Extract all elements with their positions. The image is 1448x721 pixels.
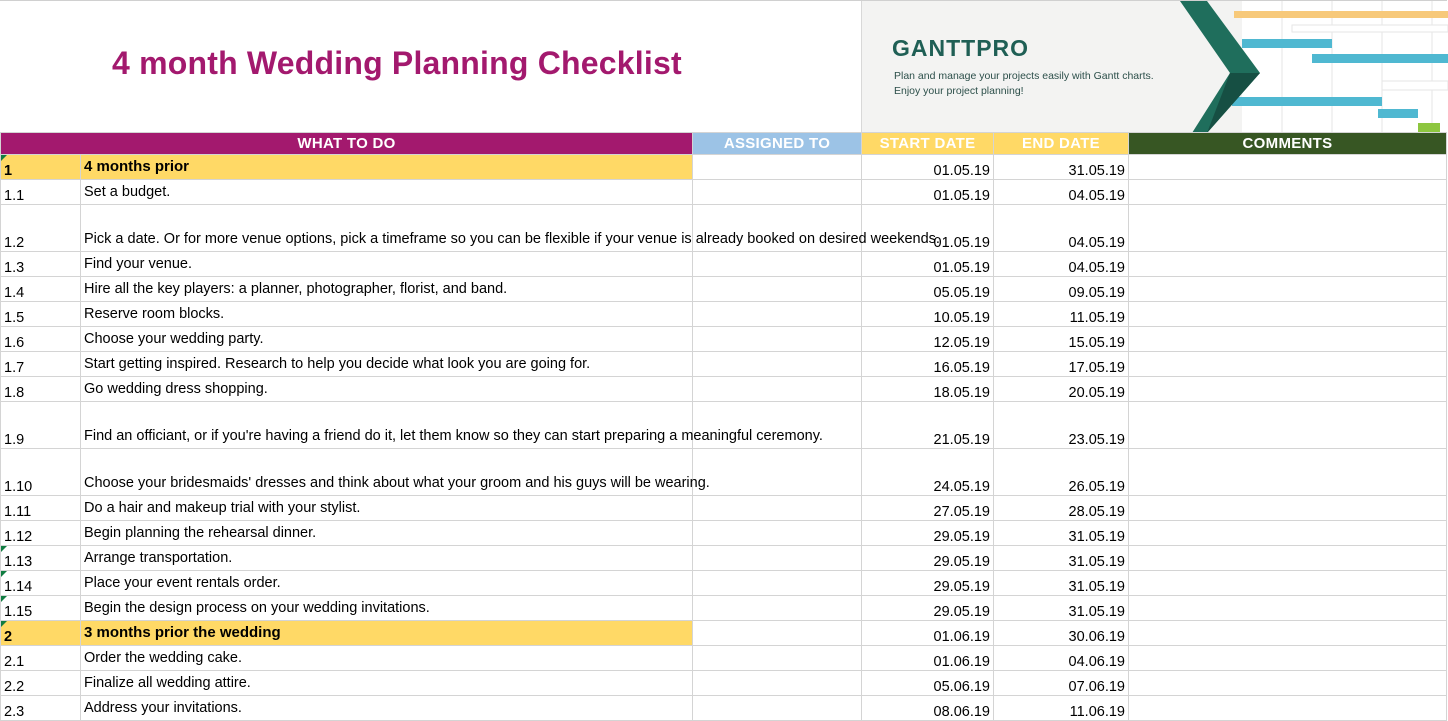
comments-cell[interactable] (1129, 646, 1447, 671)
task-number-cell[interactable]: 1.14 (1, 571, 81, 596)
assigned-to-cell[interactable] (693, 277, 862, 302)
task-description-cell[interactable]: Hire all the key players: a planner, photographer, florist, and band. (81, 277, 693, 302)
task-row (1, 496, 1447, 521)
comments-cell[interactable] (1129, 621, 1447, 646)
end-date-cell[interactable]: 31.05.19 (994, 596, 1129, 621)
task-row (1, 546, 1447, 571)
assigned-to-cell[interactable] (693, 327, 862, 352)
end-date-cell[interactable]: 11.06.19 (994, 696, 1129, 721)
end-date-cell[interactable]: 15.05.19 (994, 327, 1129, 352)
assigned-to-cell[interactable] (693, 521, 862, 546)
task-number-cell[interactable]: 1.9 (1, 402, 81, 449)
start-date-cell[interactable]: 21.05.19 (862, 402, 994, 449)
comments-cell[interactable] (1129, 277, 1447, 302)
task-number-cell[interactable]: 1.7 (1, 352, 81, 377)
assigned-to-cell[interactable] (693, 180, 862, 205)
task-description-cell[interactable]: Find an officiant, or if you're having a friend do it, let them know so they can start preparing a meaningful ceremony. (81, 402, 693, 449)
task-number-cell[interactable]: 1 (1, 155, 81, 180)
end-date-cell[interactable]: 31.05.19 (994, 546, 1129, 571)
comments-cell[interactable] (1129, 571, 1447, 596)
task-number-cell[interactable]: 1.8 (1, 377, 81, 402)
task-row (1, 352, 1447, 377)
task-row (1, 571, 1447, 596)
comments-cell[interactable] (1129, 546, 1447, 571)
task-number-cell[interactable]: 2 (1, 621, 81, 646)
start-date-cell[interactable]: 27.05.19 (862, 496, 994, 521)
task-row (1, 327, 1447, 352)
section-row (1, 621, 1447, 646)
start-date-cell[interactable]: 18.05.19 (862, 377, 994, 402)
column-header-row (1, 133, 1447, 155)
task-row (1, 302, 1447, 327)
column-header-start-date[interactable]: START DATE (862, 133, 994, 155)
start-date-cell[interactable]: 01.06.19 (862, 646, 994, 671)
task-row (1, 596, 1447, 621)
comments-cell[interactable] (1129, 449, 1447, 496)
task-row (1, 646, 1447, 671)
comments-cell[interactable] (1129, 402, 1447, 449)
comments-cell[interactable] (1129, 155, 1447, 180)
comments-cell[interactable] (1129, 180, 1447, 205)
end-date-cell[interactable]: 30.06.19 (994, 621, 1129, 646)
task-description-cell[interactable]: 4 months prior (81, 155, 693, 180)
banner-tagline (894, 69, 1154, 99)
start-date-cell[interactable]: 29.05.19 (862, 521, 994, 546)
assigned-to-cell[interactable] (693, 377, 862, 402)
comments-cell[interactable] (1129, 377, 1447, 402)
start-date-cell[interactable]: 29.05.19 (862, 546, 994, 571)
task-row (1, 180, 1447, 205)
column-header-assigned-to[interactable]: ASSIGNED TO (693, 133, 862, 155)
task-number-cell[interactable]: 1.5 (1, 302, 81, 327)
assigned-to-cell[interactable] (693, 302, 862, 327)
task-number-cell[interactable]: 1.6 (1, 327, 81, 352)
task-number-cell[interactable]: 1.4 (1, 277, 81, 302)
task-number-cell[interactable]: 1.2 (1, 205, 81, 252)
start-date-cell[interactable]: 05.06.19 (862, 671, 994, 696)
end-date-cell[interactable]: 04.06.19 (994, 646, 1129, 671)
assigned-to-cell[interactable] (693, 155, 862, 180)
task-row (1, 205, 1447, 252)
task-description-cell[interactable]: Go wedding dress shopping. (81, 377, 693, 402)
comments-cell[interactable] (1129, 327, 1447, 352)
start-date-cell[interactable]: 01.05.19 (862, 155, 994, 180)
task-number-cell[interactable]: 2.3 (1, 696, 81, 721)
assigned-to-cell[interactable] (693, 571, 862, 596)
start-date-cell[interactable]: 12.05.19 (862, 327, 994, 352)
comments-cell[interactable] (1129, 205, 1447, 252)
start-date-cell[interactable]: 01.05.19 (862, 252, 994, 277)
start-date-cell[interactable]: 01.06.19 (862, 621, 994, 646)
assigned-to-cell[interactable] (693, 696, 862, 721)
task-description-cell[interactable]: Order the wedding cake. (81, 646, 693, 671)
task-row (1, 521, 1447, 546)
comments-cell[interactable] (1129, 252, 1447, 277)
task-description-cell[interactable]: Set a budget. (81, 180, 693, 205)
banner-tagline-line1: Plan and manage your projects easily with Gantt charts. (894, 70, 1154, 82)
task-row (1, 402, 1447, 449)
ganttpro-logo: GANTTPRO (892, 35, 1030, 61)
end-date-cell[interactable]: 04.05.19 (994, 180, 1129, 205)
start-date-cell[interactable]: 10.05.19 (862, 302, 994, 327)
assigned-to-cell[interactable] (693, 646, 862, 671)
end-date-cell[interactable]: 04.05.19 (994, 205, 1129, 252)
comments-cell[interactable] (1129, 496, 1447, 521)
comments-cell[interactable] (1129, 521, 1447, 546)
sheet-header (0, 0, 1447, 132)
banner-tagline-line2: Enjoy your project planning! (894, 85, 1024, 97)
comments-cell[interactable] (1129, 671, 1447, 696)
task-row (1, 671, 1447, 696)
task-description-cell[interactable]: Arrange transportation. (81, 546, 693, 571)
end-date-cell[interactable]: 04.05.19 (994, 252, 1129, 277)
end-date-cell[interactable]: 26.05.19 (994, 449, 1129, 496)
task-description-cell[interactable]: Do a hair and makeup trial with your stylist. (81, 496, 693, 521)
end-date-cell[interactable]: 11.05.19 (994, 302, 1129, 327)
task-number-cell[interactable]: 1.15 (1, 596, 81, 621)
start-date-cell[interactable]: 01.05.19 (862, 205, 994, 252)
task-description-cell[interactable]: 3 months prior the wedding (81, 621, 693, 646)
task-description-cell[interactable]: Reserve room blocks. (81, 302, 693, 327)
end-date-cell[interactable]: 31.05.19 (994, 155, 1129, 180)
assigned-to-cell[interactable] (693, 621, 862, 646)
task-description-cell[interactable]: Place your event rentals order. (81, 571, 693, 596)
comments-cell[interactable] (1129, 696, 1447, 721)
start-date-cell[interactable]: 05.05.19 (862, 277, 994, 302)
end-date-cell[interactable]: 09.05.19 (994, 277, 1129, 302)
assigned-to-cell[interactable] (693, 596, 862, 621)
task-number-cell[interactable]: 1.1 (1, 180, 81, 205)
start-date-cell[interactable]: 01.05.19 (862, 180, 994, 205)
column-header-end-date[interactable]: END DATE (994, 133, 1129, 155)
end-date-cell[interactable]: 07.06.19 (994, 671, 1129, 696)
task-description-cell[interactable]: Begin planning the rehearsal dinner. (81, 521, 693, 546)
checklist-rows (1, 155, 1447, 721)
column-header-comments[interactable]: COMMENTS (1129, 133, 1447, 155)
task-number-cell[interactable]: 2.1 (1, 646, 81, 671)
task-number-cell[interactable]: 1.12 (1, 521, 81, 546)
task-description-cell[interactable]: Find your venue. (81, 252, 693, 277)
task-number-cell[interactable]: 1.11 (1, 496, 81, 521)
page-title: 4 month Wedding Planning Checklist (112, 45, 682, 81)
end-date-cell[interactable]: 20.05.19 (994, 377, 1129, 402)
start-date-cell[interactable]: 16.05.19 (862, 352, 994, 377)
checklist-table (0, 132, 1447, 721)
task-description-cell[interactable]: Choose your bridesmaids' dresses and think about what your groom and his guys will be wearing. (81, 449, 693, 496)
assigned-to-cell[interactable] (693, 671, 862, 696)
task-row (1, 696, 1447, 721)
end-date-cell[interactable]: 28.05.19 (994, 496, 1129, 521)
task-number-cell[interactable]: 1.3 (1, 252, 81, 277)
end-date-cell[interactable]: 17.05.19 (994, 352, 1129, 377)
task-row (1, 252, 1447, 277)
ganttpro-banner[interactable] (861, 1, 1447, 133)
gantt-preview-graphic (862, 1, 1448, 133)
column-header-what-to-do[interactable]: WHAT TO DO (1, 133, 693, 155)
task-description-cell[interactable]: Start getting inspired. Research to help you decide what look you are going for. (81, 352, 693, 377)
comments-cell[interactable] (1129, 596, 1447, 621)
end-date-cell[interactable]: 31.05.19 (994, 521, 1129, 546)
task-description-cell[interactable]: Choose your wedding party. (81, 327, 693, 352)
start-date-cell[interactable]: 24.05.19 (862, 449, 994, 496)
section-row (1, 155, 1447, 180)
comments-cell[interactable] (1129, 352, 1447, 377)
task-description-cell[interactable]: Finalize all wedding attire. (81, 671, 693, 696)
assigned-to-cell[interactable] (693, 352, 862, 377)
task-row (1, 277, 1447, 302)
comments-cell[interactable] (1129, 302, 1447, 327)
assigned-to-cell[interactable] (693, 546, 862, 571)
assigned-to-cell[interactable] (693, 496, 862, 521)
task-description-cell[interactable]: Begin the design process on your wedding invitations. (81, 596, 693, 621)
task-number-cell[interactable]: 1.10 (1, 449, 81, 496)
task-number-cell[interactable]: 1.13 (1, 546, 81, 571)
start-date-cell[interactable]: 29.05.19 (862, 571, 994, 596)
task-row (1, 449, 1447, 496)
assigned-to-cell[interactable] (693, 449, 862, 496)
task-number-cell[interactable]: 2.2 (1, 671, 81, 696)
start-date-cell[interactable]: 08.06.19 (862, 696, 994, 721)
start-date-cell[interactable]: 29.05.19 (862, 596, 994, 621)
task-description-cell[interactable]: Pick a date. Or for more venue options, pick a timeframe so you can be flexible if your venue is already booked on desired weekends. (81, 205, 693, 252)
task-row (1, 377, 1447, 402)
assigned-to-cell[interactable] (693, 252, 862, 277)
end-date-cell[interactable]: 23.05.19 (994, 402, 1129, 449)
end-date-cell[interactable]: 31.05.19 (994, 571, 1129, 596)
task-description-cell[interactable]: Address your invitations. (81, 696, 693, 721)
